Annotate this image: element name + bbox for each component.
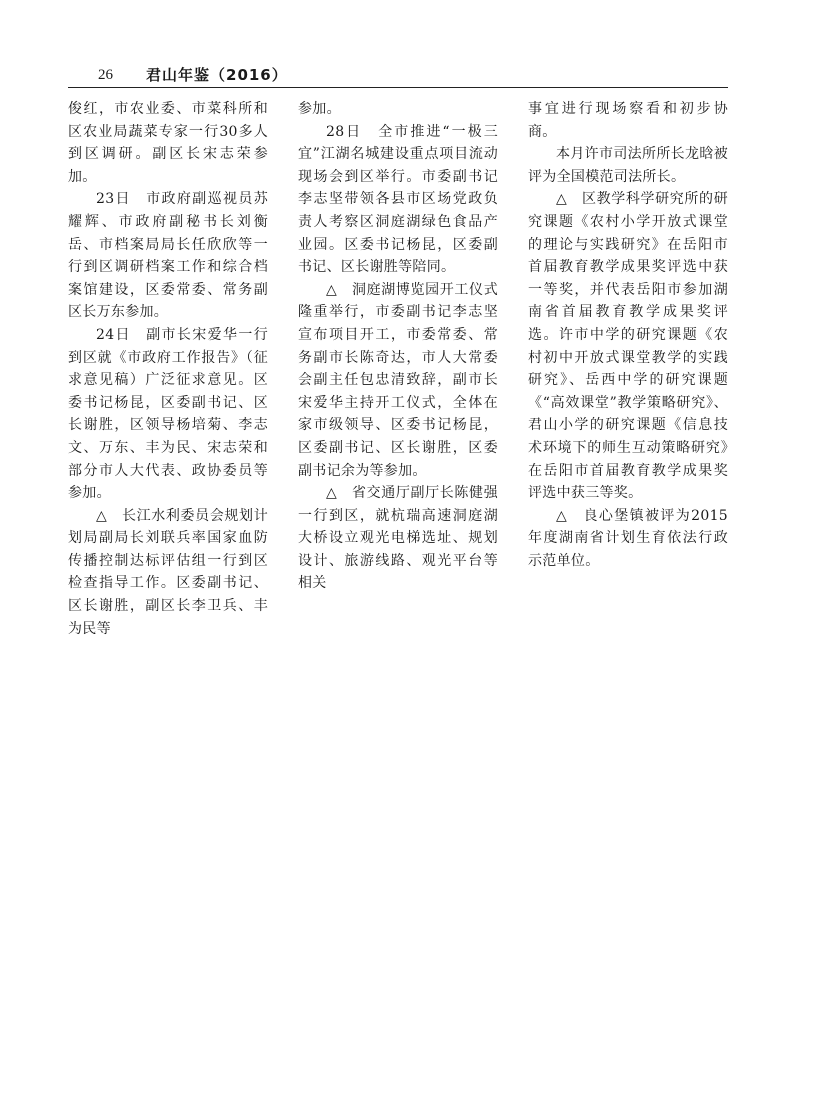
paragraph: 28日 全市推进“一极三宜”江湖名城建设重点项目流动现场会到区举行。市委副书记李志坚带领各县市区场党政负责人考察区洞庭湖绿色食品产业园。区委书记杨昆，区委副书记、区长谢胜等陪同。 [298,123,498,276]
paragraph: 事宜进行现场察看和初步协商。 [528,101,728,140]
paragraph: △ 长江水利委员会规划计划局副局长刘联兵率国家血防传播控制达标评估组一行到区检查指导工作。区委副书记、区长谢胜，副区长李卫兵、丰为民等 [68,507,268,637]
paragraph: △ 良心堡镇被评为2015年度湖南省计划生育依法行政示范单位。 [528,507,728,569]
text-column-3 [528,98,728,572]
running-header [68,64,728,86]
page-number: 26 [98,67,113,83]
paragraph: 24日 副市长宋爱华一行到区就《市政府工作报告》（征求意见稿）广泛征求意见。区委书记杨昆，区委副书记、区长谢胜，区领导杨培菊、李志文、万东、丰为民、宋志荣和部分市人大代表、政协委员等参加。 [68,326,268,502]
paragraph: 23日 市政府副巡视员苏耀辉、市政府副秘书长刘衡岳、市档案局局长任欣欣等一行到区调研档案工作和综合档案馆建设，区委常委、常务副区长万东参加。 [68,191,268,321]
paragraph: △ 洞庭湖博览园开工仪式隆重举行，市委副书记李志坚宣布项目开工，市委常委、常务副市长陈奇达，市人大常委会副主任包忠清致辞，副市长宋爱华主持开工仪式，全体在家市级领导、区委书记杨昆，区委副书记、区长谢胜，区委副书记余为等参加。 [298,281,498,479]
paragraph: △ 省交通厅副厅长陈健强一行到区，就杭瑞高速洞庭湖大桥设立观光电梯选址、规划设计、旅游线路、观光平台等相关 [298,485,498,592]
paragraph: 参加。 [298,101,341,117]
text-column-1 [68,98,268,640]
header-rule [68,87,728,88]
book-title: 君山年鉴（2016） [146,66,288,84]
paragraph: 本月许市司法所所长龙晗被评为全国模范司法所长。 [528,146,728,185]
text-column-2 [298,98,498,595]
paragraph: 俊红，市农业委、市菜科所和区农业局蔬菜专家一行30多人到区调研。副区长宋志荣参加。 [68,101,268,185]
paragraph: △ 区教学科学研究所的研究课题《农村小学开放式课堂的理论与实践研究》在岳阳市首届教育教学成果奖评选中获一等奖，并代表岳阳市参加湖南省首届教育教学成果奖评选。许市中学的研究课题《农村初中开放式课堂教学的实践研究》、岳西中学的研究课题《“高效课堂”教学策略研究》、君山小学的研究课题《信息技术环境下的师生互动策略研究》在岳阳市首届教育教学成果奖评选中获三等奖。 [528,191,728,502]
